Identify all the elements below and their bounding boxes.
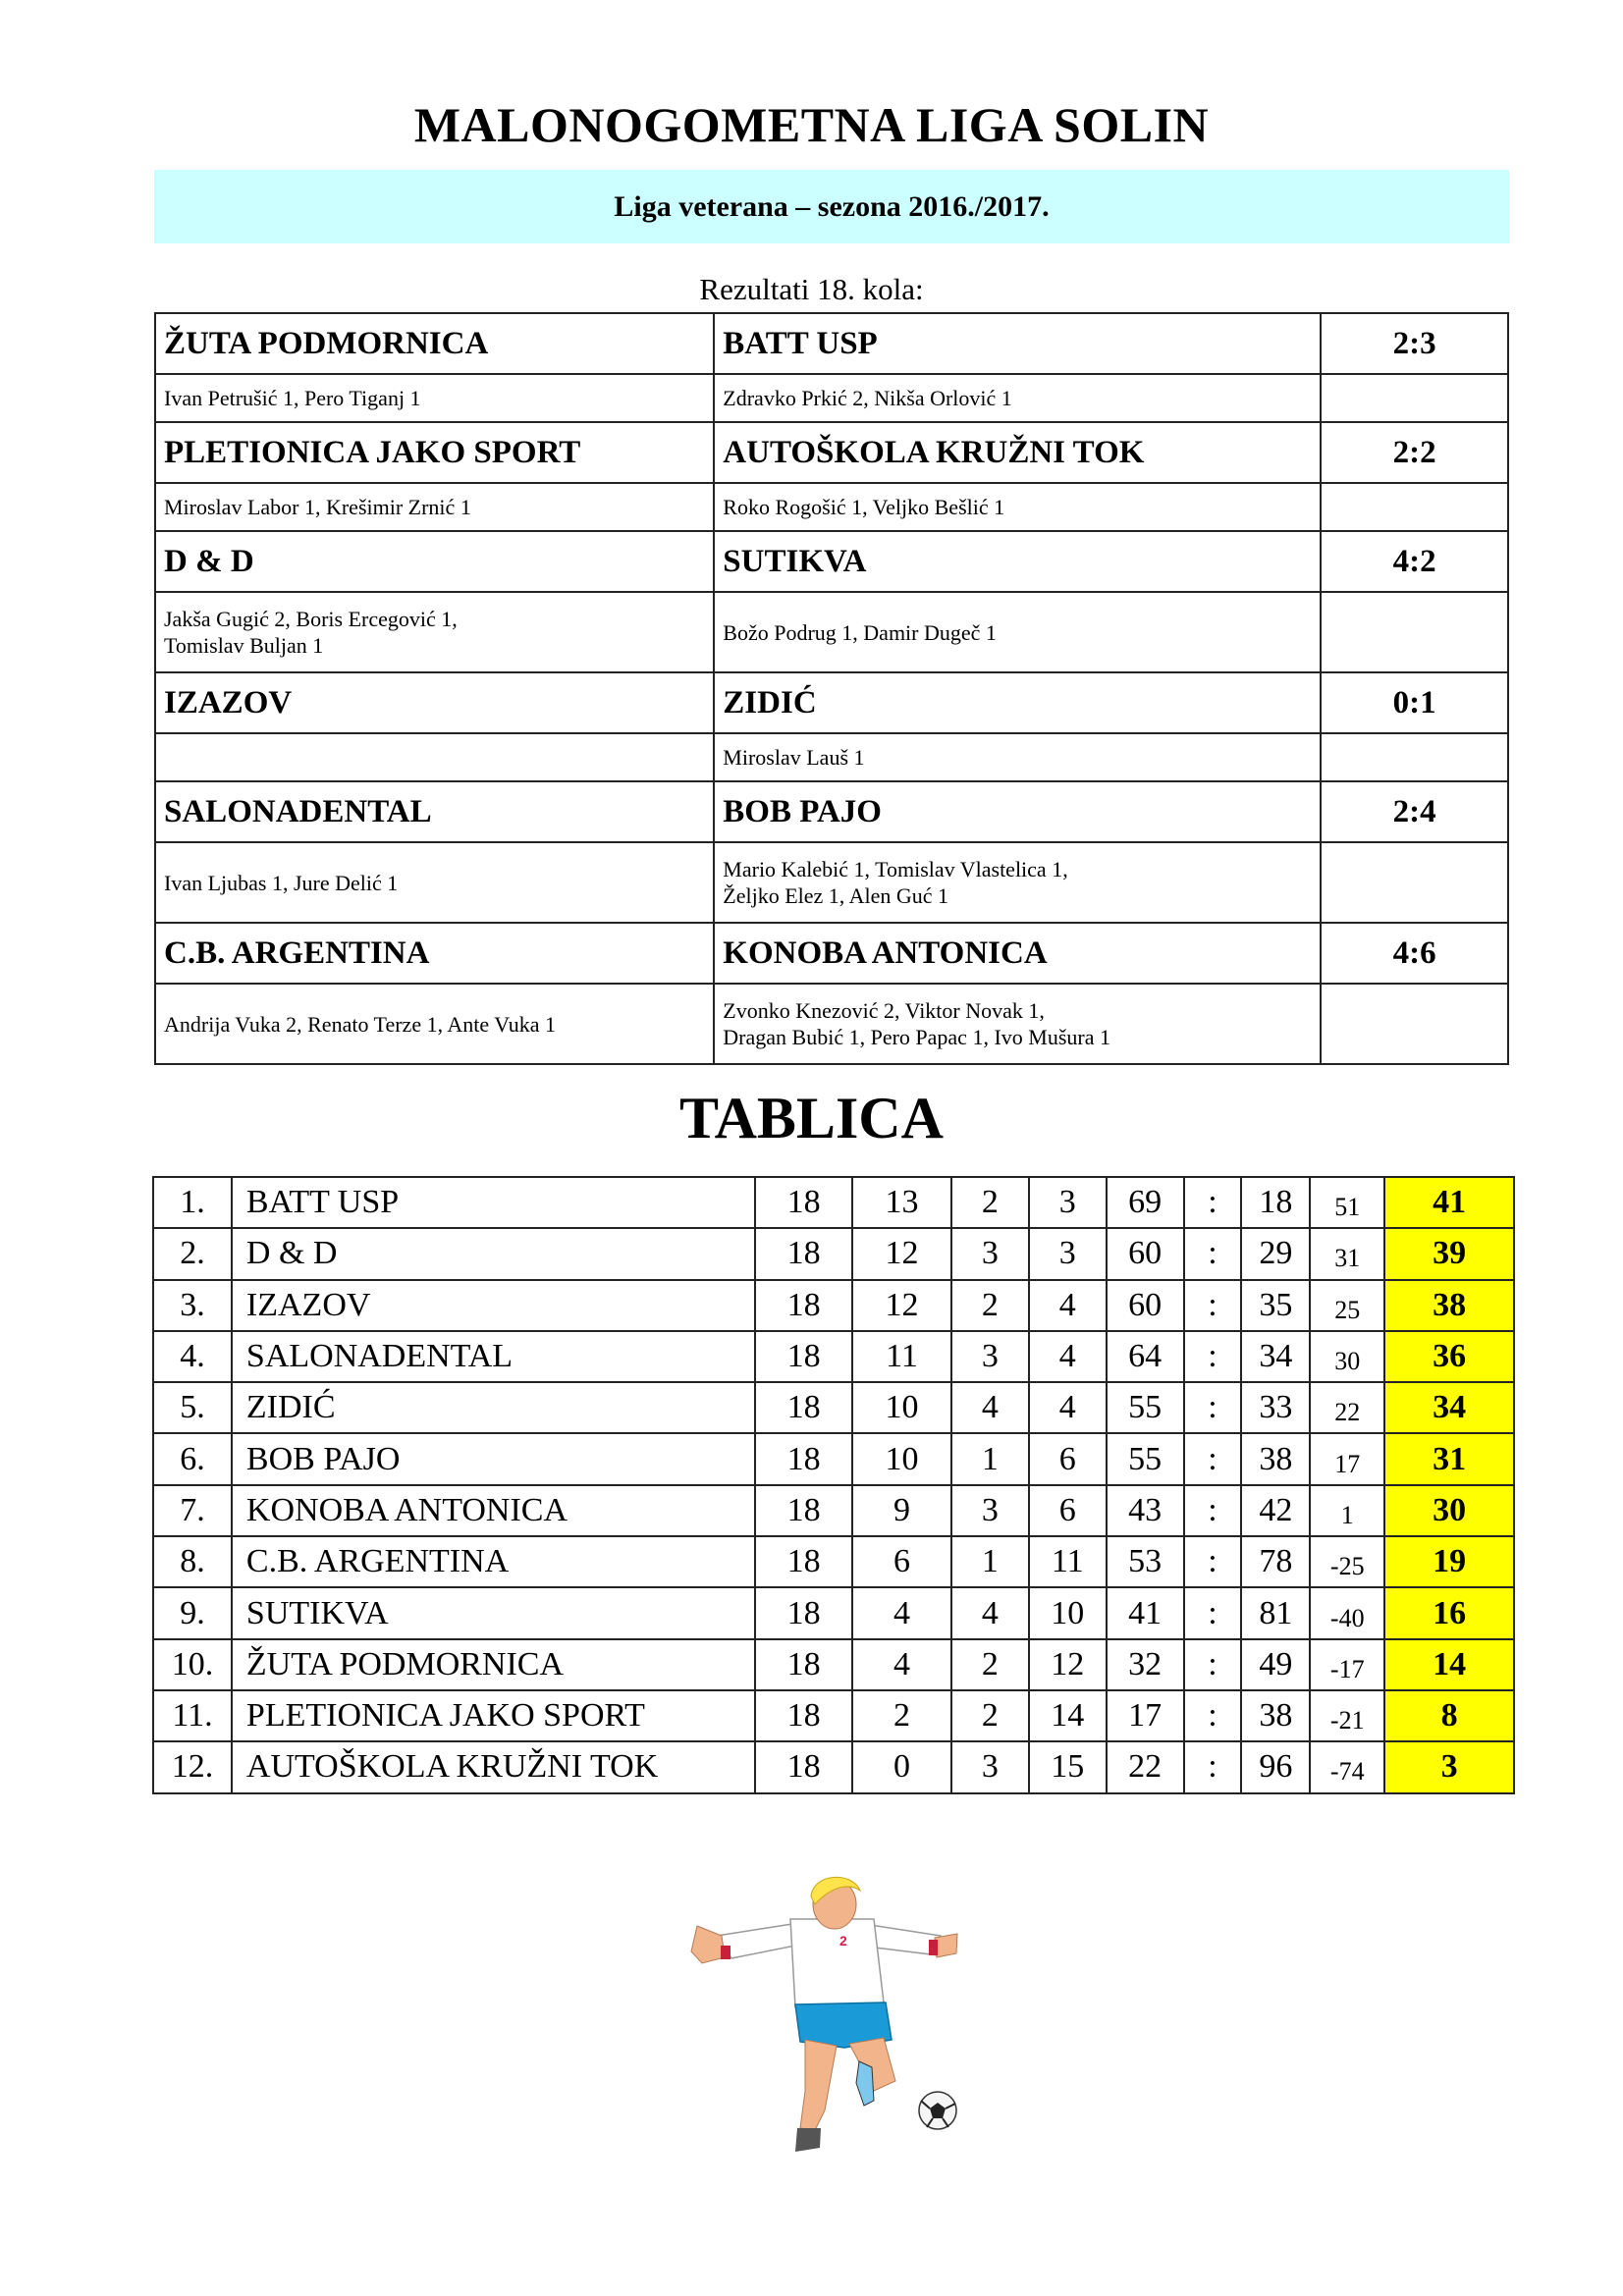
scorers-line: Željko Elez 1, Alen Guć 1 xyxy=(723,883,949,908)
points: 3 xyxy=(1384,1741,1514,1792)
empty-cell xyxy=(1321,592,1508,672)
scorers-row xyxy=(155,592,1508,672)
home-scorers xyxy=(155,733,714,781)
goals-separator: : xyxy=(1184,1331,1242,1382)
goals-separator: : xyxy=(1184,1177,1242,1228)
team-name: IZAZOV xyxy=(232,1280,755,1331)
away-scorers: Božo Podrug 1, Damir Dugeč 1 xyxy=(714,592,1321,672)
away-scorers xyxy=(714,984,1321,1064)
match-score: 2:4 xyxy=(1321,781,1508,842)
goals-for: 60 xyxy=(1107,1280,1184,1331)
away-team: KONOBA ANTONICA xyxy=(714,923,1321,984)
goals-for: 17 xyxy=(1107,1690,1184,1741)
empty-cell xyxy=(1321,733,1508,781)
goal-difference: -25 xyxy=(1310,1536,1384,1587)
season-banner xyxy=(154,170,1509,243)
games-lost: 12 xyxy=(1029,1639,1107,1690)
goals-against: 38 xyxy=(1241,1690,1310,1741)
goals-separator: : xyxy=(1184,1280,1242,1331)
games-played: 18 xyxy=(755,1639,852,1690)
scorers-row xyxy=(155,483,1508,531)
games-won: 9 xyxy=(852,1485,951,1536)
games-won: 12 xyxy=(852,1280,951,1331)
standing-rank: 6. xyxy=(153,1433,232,1484)
goals-against: 78 xyxy=(1241,1536,1310,1587)
standings-table xyxy=(152,1176,1515,1794)
goals-for: 32 xyxy=(1107,1639,1184,1690)
standing-rank: 10. xyxy=(153,1639,232,1690)
goals-for: 60 xyxy=(1107,1228,1184,1279)
games-played: 18 xyxy=(755,1280,852,1331)
points: 34 xyxy=(1384,1382,1514,1433)
round-label: Rezultati 18. kola: xyxy=(699,272,924,306)
away-team: AUTOŠKOLA KRUŽNI TOK xyxy=(714,422,1321,483)
goals-separator: : xyxy=(1184,1639,1242,1690)
page-title: MALONOGOMETNA LIGA SOLIN xyxy=(413,97,1210,152)
standing-rank: 11. xyxy=(153,1690,232,1741)
goals-against: 29 xyxy=(1241,1228,1310,1279)
games-drawn: 3 xyxy=(951,1741,1029,1792)
team-name: BOB PAJO xyxy=(232,1433,755,1484)
shirt-number: 2 xyxy=(839,1933,847,1949)
goal-difference: 30 xyxy=(1310,1331,1384,1382)
games-lost: 4 xyxy=(1029,1331,1107,1382)
points: 31 xyxy=(1384,1433,1514,1484)
points: 19 xyxy=(1384,1536,1514,1587)
match-score: 0:1 xyxy=(1321,672,1508,733)
standing-rank: 9. xyxy=(153,1587,232,1638)
standings-row xyxy=(153,1382,1514,1433)
standings-row xyxy=(153,1741,1514,1792)
standings-row xyxy=(153,1485,1514,1536)
home-team: C.B. ARGENTINA xyxy=(155,923,714,984)
goal-difference: 25 xyxy=(1310,1280,1384,1331)
games-won: 13 xyxy=(852,1177,951,1228)
goals-separator: : xyxy=(1184,1690,1242,1741)
away-scorers: Roko Rogošić 1, Veljko Bešlić 1 xyxy=(714,483,1321,531)
match-score: 4:6 xyxy=(1321,923,1508,984)
goals-for: 64 xyxy=(1107,1331,1184,1382)
games-played: 18 xyxy=(755,1741,852,1792)
goals-separator: : xyxy=(1184,1433,1242,1484)
standings-row xyxy=(153,1639,1514,1690)
games-played: 18 xyxy=(755,1690,852,1741)
goal-difference: 51 xyxy=(1310,1177,1384,1228)
goals-against: 34 xyxy=(1241,1331,1310,1382)
standing-rank: 1. xyxy=(153,1177,232,1228)
games-lost: 10 xyxy=(1029,1587,1107,1638)
home-team: SALONADENTAL xyxy=(155,781,714,842)
match-row xyxy=(155,781,1508,842)
games-drawn: 3 xyxy=(951,1228,1029,1279)
goals-against: 81 xyxy=(1241,1587,1310,1638)
scorers-row xyxy=(155,842,1508,923)
points: 16 xyxy=(1384,1587,1514,1638)
games-drawn: 4 xyxy=(951,1587,1029,1638)
games-won: 4 xyxy=(852,1639,951,1690)
match-score: 2:3 xyxy=(1321,313,1508,374)
standing-rank: 8. xyxy=(153,1536,232,1587)
games-won: 11 xyxy=(852,1331,951,1382)
goals-separator: : xyxy=(1184,1228,1242,1279)
match-row xyxy=(155,672,1508,733)
team-name: AUTOŠKOLA KRUŽNI TOK xyxy=(232,1741,755,1792)
games-drawn: 2 xyxy=(951,1177,1029,1228)
standings-row xyxy=(153,1587,1514,1638)
match-score: 4:2 xyxy=(1321,531,1508,592)
games-drawn: 4 xyxy=(951,1382,1029,1433)
games-lost: 14 xyxy=(1029,1690,1107,1741)
games-lost: 4 xyxy=(1029,1280,1107,1331)
goal-difference: 1 xyxy=(1310,1485,1384,1536)
empty-cell xyxy=(1321,842,1508,923)
games-won: 2 xyxy=(852,1690,951,1741)
standings-title: TABLICA xyxy=(679,1086,944,1150)
goals-separator: : xyxy=(1184,1741,1242,1792)
games-won: 10 xyxy=(852,1382,951,1433)
points: 41 xyxy=(1384,1177,1514,1228)
games-played: 18 xyxy=(755,1587,852,1638)
home-team: ŽUTA PODMORNICA xyxy=(155,313,714,374)
goals-for: 41 xyxy=(1107,1587,1184,1638)
goals-for: 55 xyxy=(1107,1382,1184,1433)
season-subtitle: Liga veterana – sezona 2016./2017. xyxy=(614,189,1050,223)
goals-against: 38 xyxy=(1241,1433,1310,1484)
points: 30 xyxy=(1384,1485,1514,1536)
points: 14 xyxy=(1384,1639,1514,1690)
home-scorers: Miroslav Labor 1, Krešimir Zrnić 1 xyxy=(155,483,714,531)
games-played: 18 xyxy=(755,1228,852,1279)
standing-rank: 2. xyxy=(153,1228,232,1279)
away-scorers: Zdravko Prkić 2, Nikša Orlović 1 xyxy=(714,374,1321,422)
games-won: 6 xyxy=(852,1536,951,1587)
goals-against: 33 xyxy=(1241,1382,1310,1433)
home-scorers: Andrija Vuka 2, Renato Terze 1, Ante Vuka 1 xyxy=(155,984,714,1064)
games-played: 18 xyxy=(755,1177,852,1228)
scorers-line: Tomislav Buljan 1 xyxy=(164,633,324,658)
goal-difference: -74 xyxy=(1310,1741,1384,1792)
scorers-row xyxy=(155,374,1508,422)
games-lost: 15 xyxy=(1029,1741,1107,1792)
goals-for: 55 xyxy=(1107,1433,1184,1484)
standing-rank: 5. xyxy=(153,1382,232,1433)
match-score: 2:2 xyxy=(1321,422,1508,483)
games-drawn: 1 xyxy=(951,1433,1029,1484)
away-scorers xyxy=(714,842,1321,923)
games-played: 18 xyxy=(755,1331,852,1382)
results-table xyxy=(154,312,1509,1065)
goals-against: 42 xyxy=(1241,1485,1310,1536)
goals-for: 22 xyxy=(1107,1741,1184,1792)
match-row xyxy=(155,531,1508,592)
points: 8 xyxy=(1384,1690,1514,1741)
home-scorers xyxy=(155,592,714,672)
goals-for: 43 xyxy=(1107,1485,1184,1536)
footballer-kicking-ball-icon xyxy=(677,1865,962,2160)
standings-row xyxy=(153,1536,1514,1587)
team-name: SALONADENTAL xyxy=(232,1331,755,1382)
games-drawn: 3 xyxy=(951,1331,1029,1382)
goals-separator: : xyxy=(1184,1382,1242,1433)
scorers-row xyxy=(155,984,1508,1064)
games-played: 18 xyxy=(755,1382,852,1433)
standing-rank: 7. xyxy=(153,1485,232,1536)
games-won: 10 xyxy=(852,1433,951,1484)
goals-against: 96 xyxy=(1241,1741,1310,1792)
games-drawn: 2 xyxy=(951,1639,1029,1690)
team-name: PLETIONICA JAKO SPORT xyxy=(232,1690,755,1741)
goals-against: 18 xyxy=(1241,1177,1310,1228)
games-won: 0 xyxy=(852,1741,951,1792)
team-name: BATT USP xyxy=(232,1177,755,1228)
scorers-line: Zvonko Knezović 2, Viktor Novak 1, xyxy=(723,998,1045,1023)
team-name: C.B. ARGENTINA xyxy=(232,1536,755,1587)
empty-cell xyxy=(1321,483,1508,531)
points: 38 xyxy=(1384,1280,1514,1331)
home-team: IZAZOV xyxy=(155,672,714,733)
home-scorers: Ivan Ljubas 1, Jure Delić 1 xyxy=(155,842,714,923)
team-name: SUTIKVA xyxy=(232,1587,755,1638)
team-name: D & D xyxy=(232,1228,755,1279)
points: 36 xyxy=(1384,1331,1514,1382)
goals-for: 53 xyxy=(1107,1536,1184,1587)
goal-difference: 17 xyxy=(1310,1433,1384,1484)
away-team: BATT USP xyxy=(714,313,1321,374)
standings-row xyxy=(153,1280,1514,1331)
games-played: 18 xyxy=(755,1485,852,1536)
goal-difference: -17 xyxy=(1310,1639,1384,1690)
scorers-line: Jakša Gugić 2, Boris Ercegović 1, xyxy=(164,607,458,631)
standing-rank: 3. xyxy=(153,1280,232,1331)
scorers-line: Dragan Bubić 1, Pero Papac 1, Ivo Mušura 1 xyxy=(723,1025,1110,1049)
scorers-row xyxy=(155,733,1508,781)
scorers-line: Mario Kalebić 1, Tomislav Vlastelica 1, xyxy=(723,857,1068,881)
games-lost: 3 xyxy=(1029,1177,1107,1228)
standings-row xyxy=(153,1228,1514,1279)
games-drawn: 2 xyxy=(951,1280,1029,1331)
games-lost: 6 xyxy=(1029,1433,1107,1484)
games-played: 18 xyxy=(755,1433,852,1484)
games-played: 18 xyxy=(755,1536,852,1587)
games-drawn: 3 xyxy=(951,1485,1029,1536)
standing-rank: 4. xyxy=(153,1331,232,1382)
points: 39 xyxy=(1384,1228,1514,1279)
goal-difference: -40 xyxy=(1310,1587,1384,1638)
match-row xyxy=(155,422,1508,483)
games-lost: 4 xyxy=(1029,1382,1107,1433)
games-won: 4 xyxy=(852,1587,951,1638)
standings-row xyxy=(153,1690,1514,1741)
standings-row xyxy=(153,1177,1514,1228)
games-won: 12 xyxy=(852,1228,951,1279)
games-lost: 6 xyxy=(1029,1485,1107,1536)
match-row xyxy=(155,923,1508,984)
match-row xyxy=(155,313,1508,374)
away-team: SUTIKVA xyxy=(714,531,1321,592)
games-drawn: 1 xyxy=(951,1536,1029,1587)
standings-row xyxy=(153,1331,1514,1382)
home-team: PLETIONICA JAKO SPORT xyxy=(155,422,714,483)
goals-separator: : xyxy=(1184,1536,1242,1587)
away-scorers: Miroslav Lauš 1 xyxy=(714,733,1321,781)
goal-difference: 31 xyxy=(1310,1228,1384,1279)
home-team: D & D xyxy=(155,531,714,592)
empty-cell xyxy=(1321,984,1508,1064)
away-team: ZIDIĆ xyxy=(714,672,1321,733)
goals-separator: : xyxy=(1184,1587,1242,1638)
team-name: ŽUTA PODMORNICA xyxy=(232,1639,755,1690)
goals-against: 35 xyxy=(1241,1280,1310,1331)
games-lost: 11 xyxy=(1029,1536,1107,1587)
empty-cell xyxy=(1321,374,1508,422)
goal-difference: 22 xyxy=(1310,1382,1384,1433)
away-team: BOB PAJO xyxy=(714,781,1321,842)
team-name: KONOBA ANTONICA xyxy=(232,1485,755,1536)
standing-rank: 12. xyxy=(153,1741,232,1792)
goals-separator: : xyxy=(1184,1485,1242,1536)
goal-difference: -21 xyxy=(1310,1690,1384,1741)
goals-for: 69 xyxy=(1107,1177,1184,1228)
goals-against: 49 xyxy=(1241,1639,1310,1690)
home-scorers: Ivan Petrušić 1, Pero Tiganj 1 xyxy=(155,374,714,422)
games-lost: 3 xyxy=(1029,1228,1107,1279)
games-drawn: 2 xyxy=(951,1690,1029,1741)
team-name: ZIDIĆ xyxy=(232,1382,755,1433)
standings-row xyxy=(153,1433,1514,1484)
